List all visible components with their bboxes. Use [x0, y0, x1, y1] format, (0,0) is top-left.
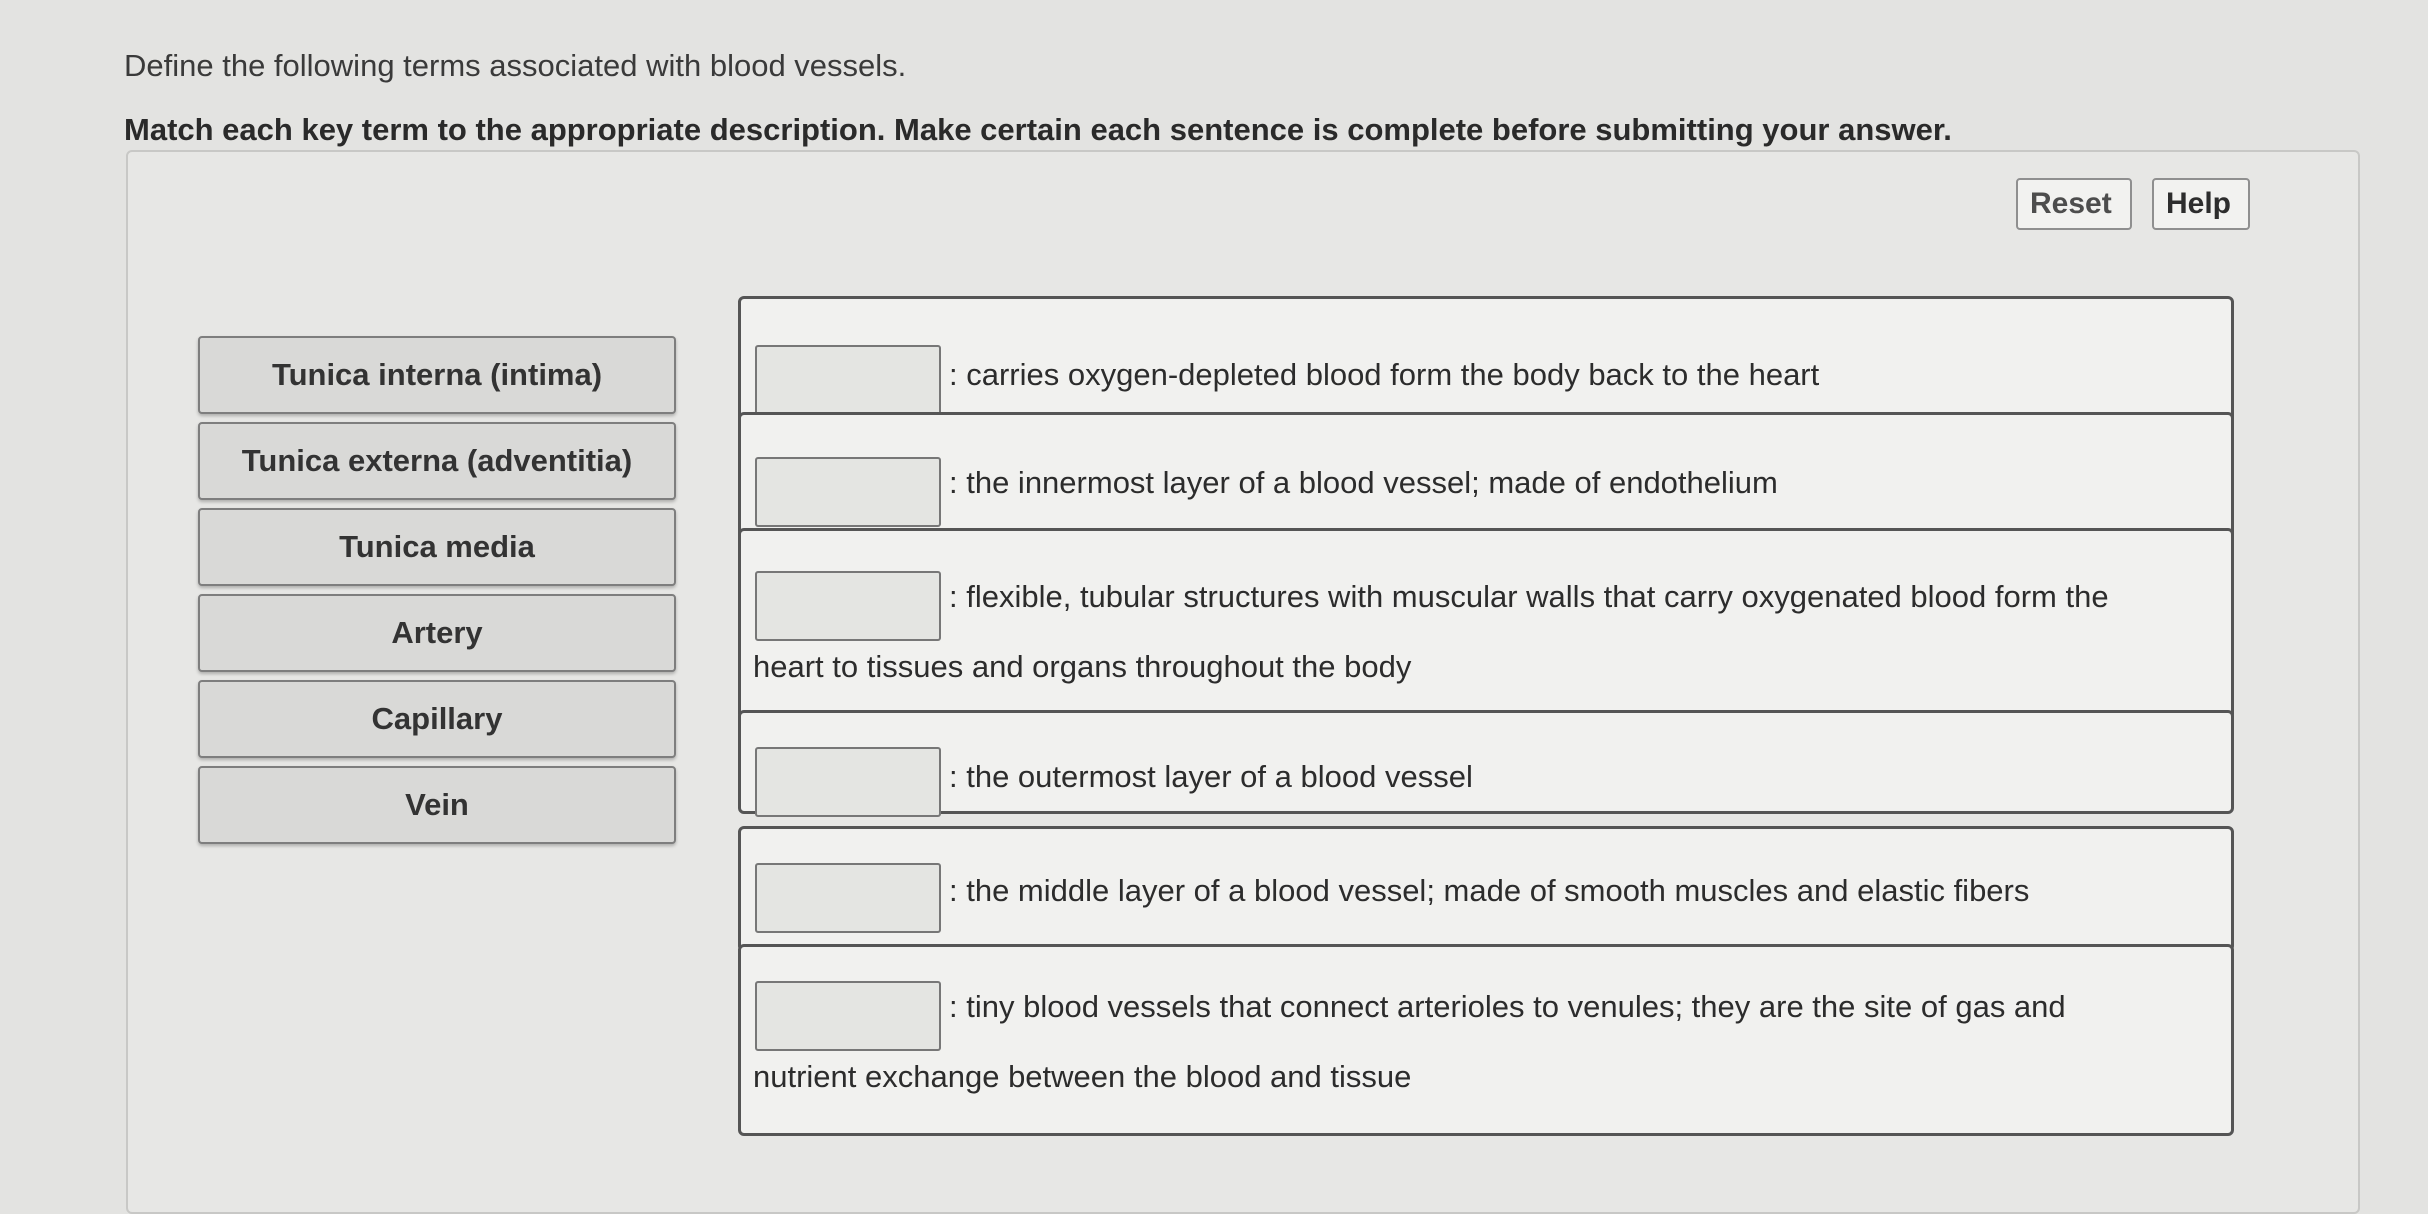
- target-description-continued: heart to tissues and organs throughout the body: [753, 649, 1412, 684]
- drop-zone[interactable]: [755, 981, 941, 1051]
- instruction-text: Define the following terms associated with blood vessels.: [124, 48, 907, 83]
- term-capillary[interactable]: Capillary: [198, 680, 676, 758]
- drop-zone[interactable]: [755, 747, 941, 817]
- target-description-continued: nutrient exchange between the blood and tissue: [753, 1059, 1412, 1094]
- target-row: [738, 296, 2234, 430]
- drop-zone[interactable]: [755, 345, 941, 415]
- help-button[interactable]: Help: [2152, 178, 2250, 230]
- term-tunica-interna[interactable]: Tunica interna (intima): [198, 336, 676, 414]
- target-description: : flexible, tubular structures with muscular walls that carry oxygenated blood form the: [949, 579, 2109, 614]
- target-description: : the middle layer of a blood vessel; made of smooth muscles and elastic fibers: [949, 873, 2030, 908]
- target-row: [738, 944, 2234, 1136]
- term-vein[interactable]: Vein: [198, 766, 676, 844]
- reset-button[interactable]: Reset: [2016, 178, 2132, 230]
- target-description: : tiny blood vessels that connect arterioles to venules; they are the site of gas and: [949, 989, 2066, 1024]
- target-row: [738, 710, 2234, 814]
- term-tunica-media[interactable]: Tunica media: [198, 508, 676, 586]
- target-description: : the outermost layer of a blood vessel: [949, 759, 1473, 794]
- drop-zone[interactable]: [755, 571, 941, 641]
- term-artery[interactable]: Artery: [198, 594, 676, 672]
- target-row: [738, 528, 2234, 720]
- target-description: : carries oxygen-depleted blood form the body back to the heart: [949, 357, 1820, 392]
- target-row: [738, 412, 2234, 546]
- drop-zone[interactable]: [755, 457, 941, 527]
- drop-zone[interactable]: [755, 863, 941, 933]
- target-description: : the innermost layer of a blood vessel; made of endothelium: [949, 465, 1778, 500]
- instruction-bold-text: Match each key term to the appropriate description. Make certain each sentence is complete before submitting your answer.: [124, 112, 1952, 147]
- target-row: [738, 826, 2234, 952]
- term-tunica-externa[interactable]: Tunica externa (adventitia): [198, 422, 676, 500]
